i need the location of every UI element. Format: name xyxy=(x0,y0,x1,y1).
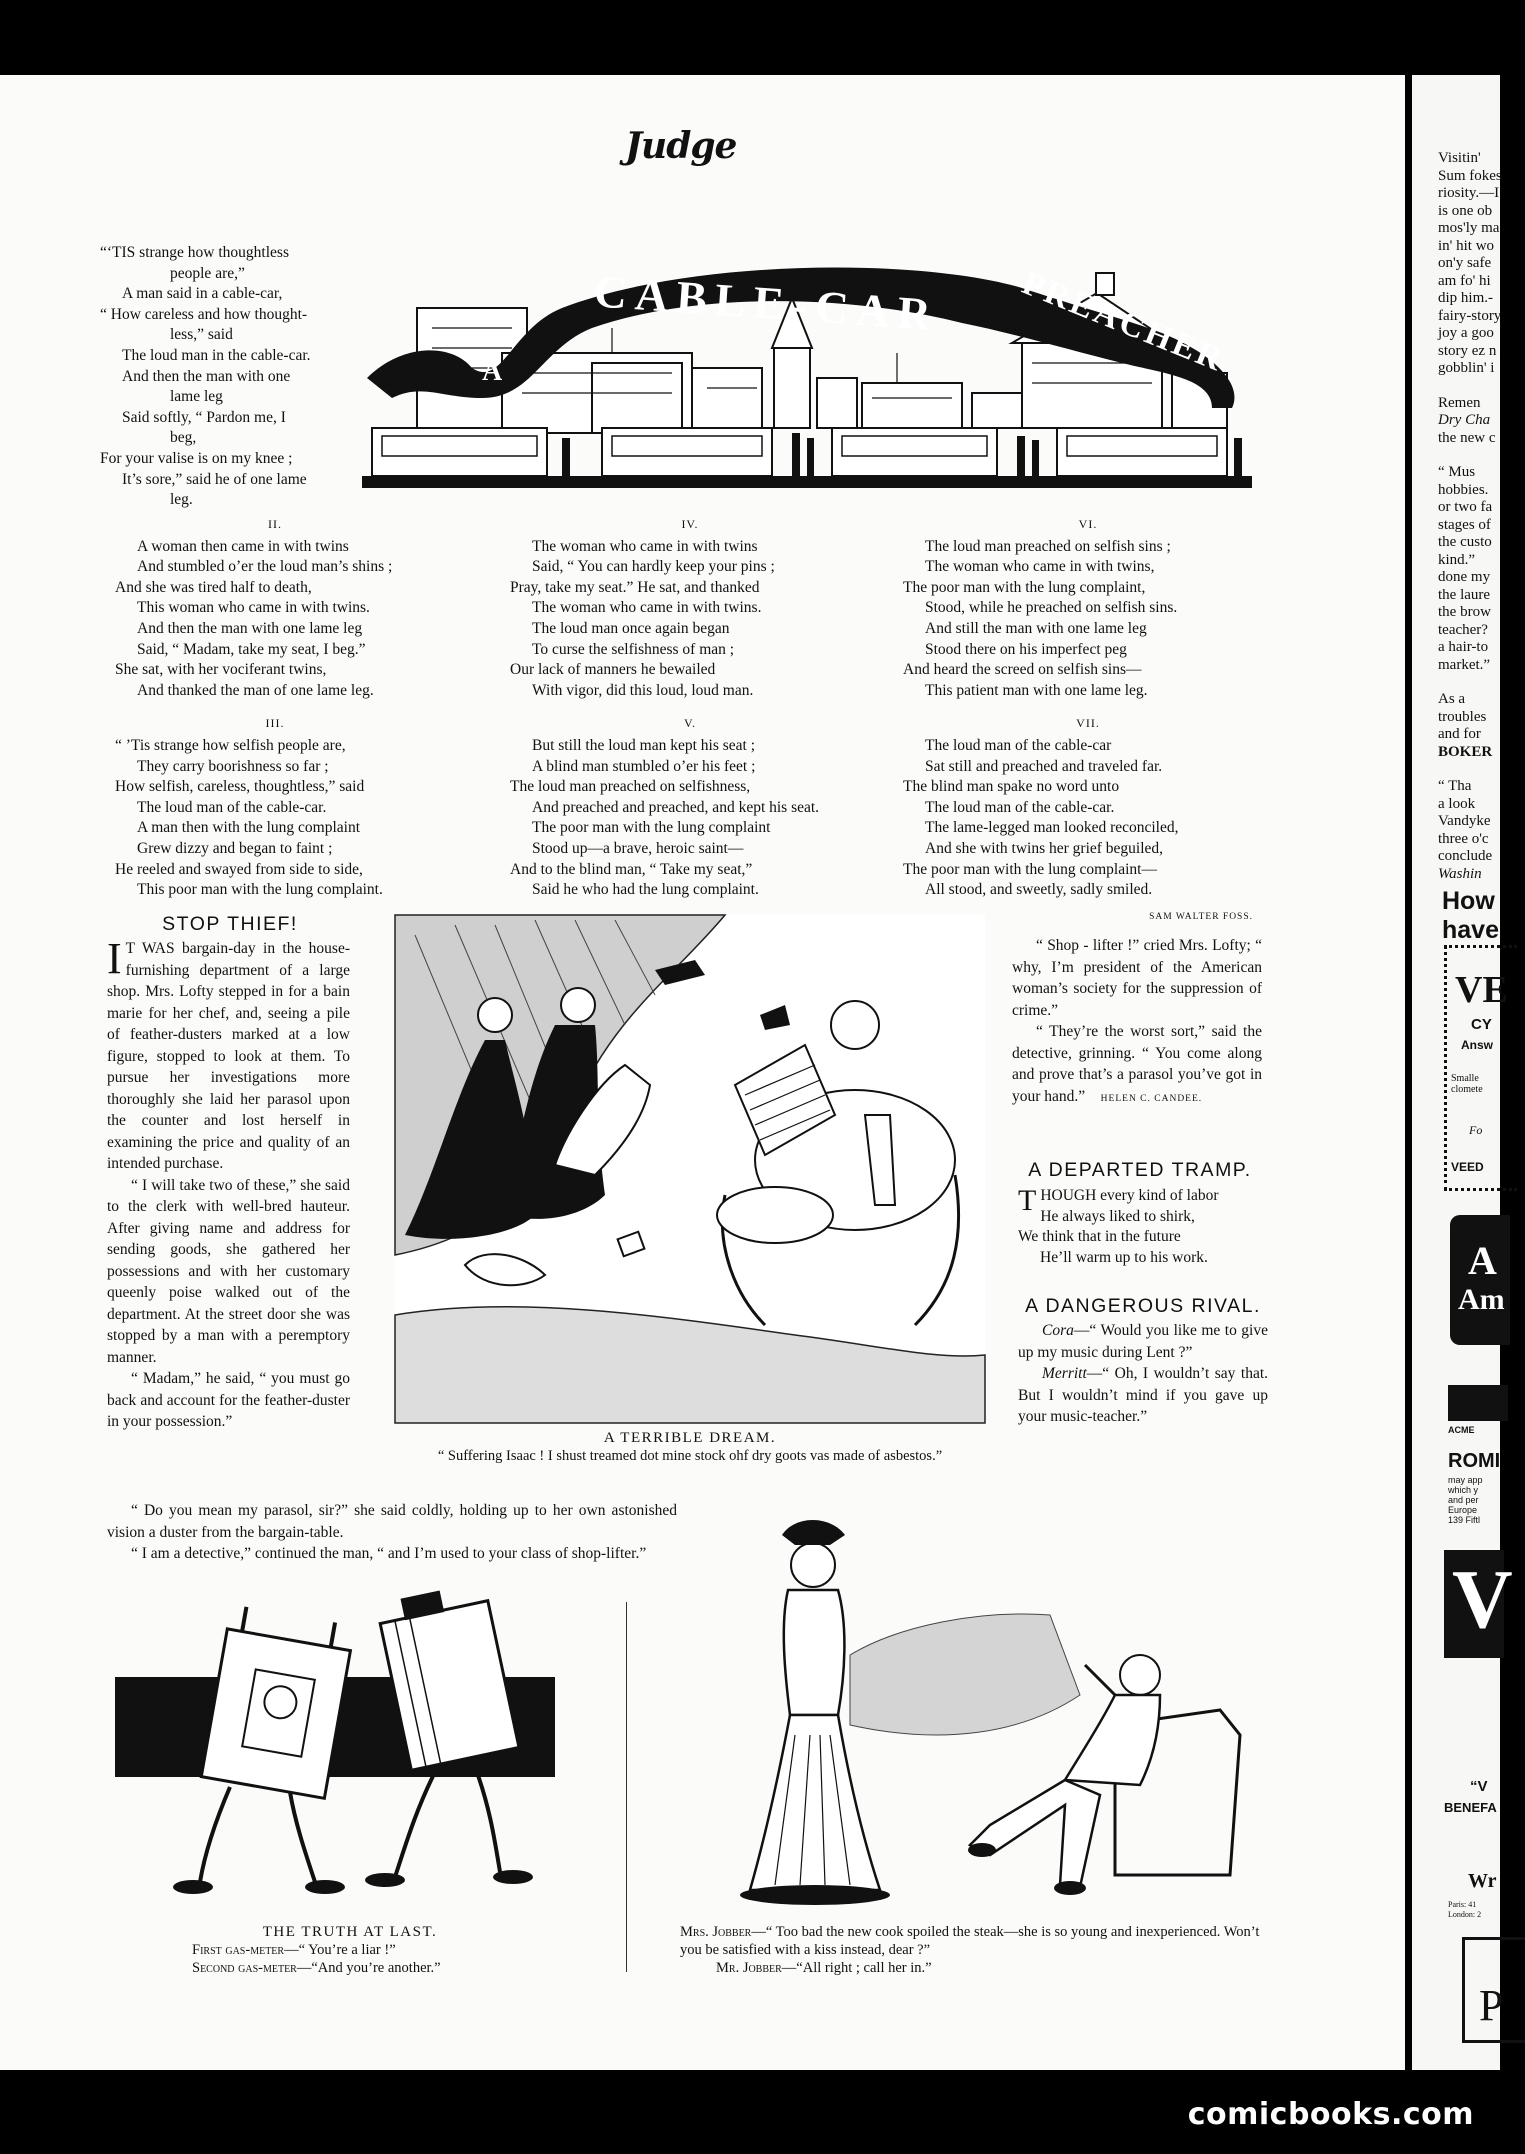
truth-at-last-caption: THE TRUTH AT LAST. First gas-meter—“ You’re a liar !” Second gas-meter—“And you’re another.” xyxy=(160,1923,540,1977)
next-page-ad-p: P xyxy=(1462,1937,1525,2043)
truth-at-last-title: THE TRUTH AT LAST. xyxy=(262,1924,438,1940)
dropcap-i: I xyxy=(107,934,122,983)
stanza-number: IV. xyxy=(681,517,699,531)
next-page-ad-paris: Paris: 41 London: 2 xyxy=(1448,1900,1482,1919)
next-page-ad-acme: ACME xyxy=(1448,1385,1508,1421)
poem-stanza-1: “‘TIS strange how thoughtless people are,” A man said in a cable-car, “ How careless and how thought- less,” said The loud man in the cable-car. And then the man with one lame leg Said softly, “ Pardon me, I beg, For your valise is on my knee ; It’s sore,” said he of one lame leg. xyxy=(100,244,311,509)
next-page-text-column: Visitin' Sum fokes riosity.—I is one ob mos'ly ma in' hit wo on'y safe am fo' hi dip him.- fairy-story joy a goo story ez n gobblin' i Remen Dry Cha the new c “ Mus hobbies. or two fa stages of the custo kind.” done my the laure the brow teacher? a hair-to market.” As a troubles and for BOKER “ Tha a look Vandyke three o'c conclude Washin xyxy=(1438,150,1502,882)
stanza-number: V. xyxy=(683,716,697,731)
stop-thief-signature: HELEN C. CANDEE. xyxy=(1100,1093,1203,1104)
departed-tramp-poem: THOUGH every kind of labor He always liked to shirk, We think that in the future He’ll warm up to his work. xyxy=(1018,1184,1219,1266)
stanza-number: III. xyxy=(265,716,285,731)
next-page-ad-bottle: A Am xyxy=(1450,1215,1510,1345)
stop-thief-article: I T WAS bargain-day in the house-furnishing department of a large shop. Mrs. Lofty stepped in for a bain marie for her chef, and, seeing a pile of feather-dusters marked at a low figure, stopped to look at them. To pursue her investigations more thoroughly she laid her parasol upon the counter and lost herself in examining the price and quality of an intended purchase. “ I will take two of these,” she said to the clerk with well-bred hauteur. After giving name and address for sending goods, she gathered her possessions and with her customary queenly poise walked out of the department. At the street door she was stopped by a man with a peremptory manner. “ Madam,” he said, “ you must go back and account for the feather-duster in your possession.” xyxy=(107,934,350,1430)
terrible-dream-illustration xyxy=(395,915,985,1423)
column-divider xyxy=(626,1602,627,1972)
poem-column-2: IV. The woman who came in with twins Said, “ You can hardly keep your pins ; Pray, take my seat.” He sat, and thanked The woman who came in with twins. The loud man once again began To curse the selfishness of man ; Our lack of manners he bewailed With vigor, did this loud, loud man. V. But still the loud man kept his seat ; A blind man stumbled o’er his feet ; The loud man preached on selfishness, And preached and preached, and kept his seat. The poor man with the lung complaint Stood up—a brave, heroic saint— And to the blind man, “ Take my seat,” Said he who had the lung complaint. xyxy=(510,506,870,901)
banner-word-preacher: PREACHER xyxy=(1016,264,1230,380)
jobber-caption: Mrs. Jobber—“ Too bad the new cook spoiled the steak—she is so young and inexperienced. Won’t you be satisfied with a kiss instead, dear ?” Mr. Jobber—“All right ; call her in.” xyxy=(680,1924,1260,1976)
stanza-number: VI. xyxy=(1078,517,1098,531)
banner-word-a: A xyxy=(482,356,503,387)
gas-meters-illustration xyxy=(115,1582,605,1917)
poem-signature: SAM WALTER FOSS. xyxy=(1149,911,1253,922)
masthead-logo: Judge xyxy=(625,125,737,167)
next-page-ad-romi-text: may app which y and per Europe 139 Fiftl xyxy=(1448,1475,1483,1525)
terrible-dream-title: A TERRIBLE DREAM. xyxy=(603,1430,777,1446)
stanza-number: II. xyxy=(268,517,282,531)
next-page-ad-quote: “V xyxy=(1470,1778,1488,1795)
banner-word-cablecar: CABLE-CAR xyxy=(592,265,941,341)
next-page-edge xyxy=(1412,75,1513,2070)
poem-column-1: II. A woman then came in with twins And stumbled o’er the loud man’s shins ; And she was tired half to death, This woman who came in with twins. And then the man with one lame leg Said, “ Madam, take my seat, I beg.” She sat, with her vociferant twins, And thanked the man of one lame leg. III. “ ’Tis strange how selfish people are, They carry boorishness so far ; How selfish, careless, thoughtless,” said The loud man of the cable-car. A man then with the lung complaint Grew dizzy and began to faint ; He reeled and swayed from side to side, This poor man with the lung complaint. xyxy=(115,506,435,901)
next-page-ad-headline: How have xyxy=(1442,887,1499,944)
stanza-number: VII. xyxy=(1076,716,1100,731)
next-page-ad-romi: ROMI xyxy=(1448,1450,1501,1472)
poem-column-3: VI. The loud man preached on selfish sins ; The woman who came in with twins, The poor man with the lung complaint, Stood, while he preached on selfish sins. And still the man with one lame leg Stood there on his imperfect peg And heard the screed on selfish sins— This patient man with one lame leg. VII. The loud man of the cable-car Sat still and preached and traveled far. The blind man spake no word unto The loud man of the cable-car. The lame-legged man looked reconciled, And she with twins her grief beguiled, The poor man with the lung complaint— All stood, and sweetly, sadly smiled. SAM WALTER FOSS. xyxy=(903,506,1273,927)
next-page-ad-v: V xyxy=(1444,1550,1504,1658)
stop-thief-continued: “ Shop - lifter !” cried Mrs. Lofty; “ why, I’m president of the American woman’s society for the suppression of crime.” “ They’re the worst sort,” said the detective, grinning. “ You come along and prove that’s a parasol you’ve got in your hand.” HELEN C. CANDEE. xyxy=(1012,937,1262,1105)
next-page-ad-box: VE CY Answ Smalle clomete Fo VEED xyxy=(1444,945,1517,1191)
banner-lettering xyxy=(362,258,1252,493)
next-page-ad-wr: Wr xyxy=(1468,1870,1497,1892)
departed-tramp-heading: A DEPARTED TRAMP. xyxy=(1028,1159,1252,1181)
stop-thief-heading: STOP THIEF! xyxy=(162,913,298,935)
jobber-illustration xyxy=(720,1495,1280,1915)
watermark: comicbooks.com xyxy=(1187,2097,1474,2132)
terrible-dream-caption xyxy=(375,1429,1005,1465)
stop-thief-article-wide: “ Do you mean my parasol, sir?” she said coldly, holding up to her own astonished vision a duster from the bargain-table. “ I am a detective,” continued the man, “ and I’m used to your class of shop-lifter.” xyxy=(107,1502,677,1562)
dangerous-rival-text: Cora—“ Would you like me to give up my music during Lent ?” Merritt—“ Oh, I wouldn’t say that. But I wouldn’t mind if you gave up your music-teacher.” xyxy=(1018,1322,1268,1425)
dropcap-t: T xyxy=(1018,1184,1037,1217)
terrible-dream-quote: “ Suffering Isaac ! I shust treamed dot mine stock ohf dry goots vas made of asbestos.” xyxy=(437,1448,943,1464)
next-page-ad-benef: BENEFA xyxy=(1444,1800,1497,1815)
dangerous-rival-heading: A DANGEROUS RIVAL. xyxy=(1025,1295,1261,1317)
